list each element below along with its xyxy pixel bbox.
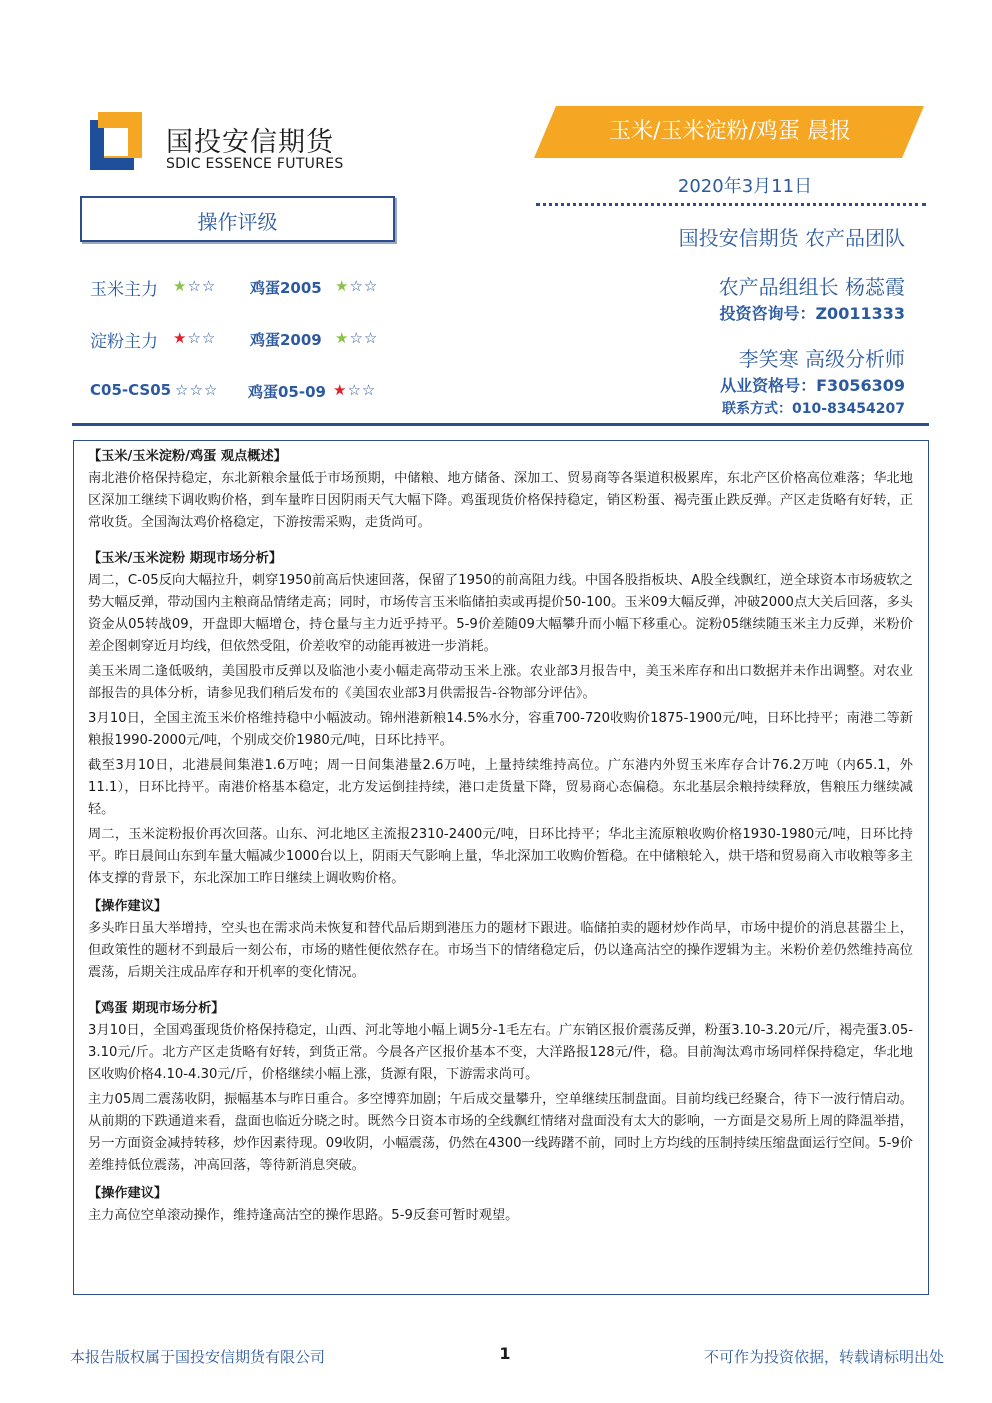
rating-stars-starch-main xyxy=(173,329,216,347)
paragraph: 主力高位空单滚动操作，维持逢高沽空的操作思路。5-9反套可暂时观望。 xyxy=(88,1208,519,1223)
footer-copyright: 本报告版权属于国投安信期货有限公司 xyxy=(70,1348,326,1366)
star-empty-icon: ☆ xyxy=(349,329,364,347)
star-empty-icon: ☆ xyxy=(187,329,202,347)
report-date: 2020年3月11日 xyxy=(677,176,813,197)
logo-chinese-name: 国投安信期货 xyxy=(166,127,334,158)
company-logo-icon xyxy=(90,112,142,170)
paragraph: 周二，C-05反向大幅拉升，刺穿1950前高后快速回落，保留了1950的前高阻力线。中国各股指板块、A股全线飘红，逆全球资本市场疲软之势大幅反弹，带动国内主粮商品情绪走高；同时，市场传言玉米临储拍卖或再提价50-100。玉米09大幅反弹，冲破2000点大关后回落，多头资金从05转战09，开盘即大幅增仓，持仓量与主力近乎持平。5-9价差随09大幅攀升而小幅下移重心。淀粉05继续随玉米主力反弹，米粉价差企图刺穿近月均线，但依然受阻，价差收窄的动能再被进一步消耗。 xyxy=(88,573,913,654)
paragraph: 南北港价格保持稳定，东北新粮余量低于市场预期，中储粮、地方储备、深加工、贸易商等各渠道积极累库，东北产区价格高位难落；华北地区深加工继续下调收购价格，到车量昨日因阴雨天气大幅下降。鸡蛋现货价格保持稳定，销区粉蛋、褐壳蛋止跌反弹。产区走货略有好转，正常收货。全国淘汰鸡价格稳定，下游按需采购，走货尚可。 xyxy=(88,471,913,530)
star-empty-icon: ☆ xyxy=(363,277,379,295)
paragraph: 3月10日，全国鸡蛋现货价格保持稳定，山西、河北等地小幅上调5分-1毛左右。广东销区报价震荡反弹，粉蛋3.10-3.20元/斤，褐壳蛋3.05-3.10元/斤。北方产区走货略有好转，到货正常。今晨各产区报价基本不变，大洋路报128元/件，稳。目前淘汰鸡市场同样保持稳定，华北地区收购价格4.10-4.30元/斤，价格继续小幅上涨，货源有限，下游需求尚可。 xyxy=(88,1023,913,1082)
star-empty-icon: ☆ xyxy=(349,277,364,295)
star-filled-icon: ★ xyxy=(173,329,188,347)
rating-stars-egg-2005 xyxy=(335,277,378,295)
page-number: 1 xyxy=(499,1344,511,1363)
qualification-number: 从业资格号：F3056309 xyxy=(720,376,905,395)
paragraph: 主力05周二震荡收阴，振幅基本与昨日重合。多空博弈加剧；午后成交量攀升，空单继续压制盘面。目前均线已经聚合，待下一波行情启动。从前期的下跌通道来看，盘面也临近分晓之时。既然今日资本市场的全线飘红情绪对盘面没有太大的影响，一方面是交易所上周的降温举措，另一方面资金减持转移，炒作因素待现。09收阴，小幅震荡，仍然在4300一线踌躇不前，同时上方均线的压制持续压缩盘面运行空间。5-9价差维持低位震荡，冲高回落，等待新消息突破。 xyxy=(88,1092,913,1173)
advisory-number: 投资咨询号：Z0011333 xyxy=(719,304,905,323)
paragraph: 美玉米周二逢低吸纳，美国股市反弹以及临池小麦小幅走高带动玉米上涨。农业部3月报告中，美玉米库存和出口数据并未作出调整。对农业部报告的具体分析，请参见我们稍后发布的《美国农业部3月供需报告-谷物部分评估》。 xyxy=(88,664,913,701)
star-empty-icon: ☆ xyxy=(201,329,217,347)
paragraph: 周二，玉米淀粉报价再次回落。山东、河北地区主流报2310-2400元/吨，日环比持平；华北主流原粮收购价格1930-1980元/吨，日环比持平。昨日晨间山东到车量大幅减少1000台以上，阴雨天气影响上量，华北深加工收购价暂稳。在中储粮轮入，烘干塔和贸易商入市收粮等多主体支撑的背景下，东北深加工昨日继续上调收购价格。 xyxy=(88,827,913,886)
star-empty-icon: ☆ xyxy=(175,381,190,399)
star-empty-icon: ☆ xyxy=(347,381,362,399)
rating-item-egg-05-09: 鸡蛋05-09 xyxy=(248,383,326,401)
section-heading-egg-advice: 【操作建议】 xyxy=(88,1186,168,1201)
rating-item-corn-main: 玉米主力 xyxy=(90,280,158,300)
rating-stars-egg-2009 xyxy=(335,329,378,347)
star-empty-icon: ☆ xyxy=(189,381,204,399)
rating-item-starch-main: 淀粉主力 xyxy=(90,332,158,352)
rating-stars-egg-05-09 xyxy=(333,381,376,399)
star-empty-icon: ☆ xyxy=(203,381,219,399)
section-heading-overview: 【玉米/玉米淀粉/鸡蛋 观点概述】 xyxy=(88,449,287,464)
rating-title: 操作评级 xyxy=(197,210,278,234)
paragraph: 3月10日，全国主流玉米价格维持稳中小幅波动。锦州港新粮14.5%水分，容重700-720收购价1875-1900元/吨，日环比持平；南港二等新粮报1990-2000元/吨，个别成交价1980元/吨，日环比持平。 xyxy=(88,711,913,748)
star-filled-icon: ★ xyxy=(335,329,350,347)
rating-item-egg-2005: 鸡蛋2005 xyxy=(250,279,322,297)
footer-disclaimer: 不可作为投资依据，转载请标明出处 xyxy=(703,1348,944,1366)
rating-item-egg-2009: 鸡蛋2009 xyxy=(250,331,322,349)
star-empty-icon: ☆ xyxy=(361,381,377,399)
report-title: 玉米/玉米淀粉/鸡蛋 晨报 xyxy=(609,119,851,144)
header-divider xyxy=(72,423,929,426)
group-lead: 农产品组组长 杨蕊霞 xyxy=(718,275,905,299)
dotted-divider xyxy=(536,203,926,206)
section-heading-corn-analysis: 【玉米/玉米淀粉 期现市场分析】 xyxy=(88,551,283,566)
analyst-name: 李笑寒 高级分析师 xyxy=(738,347,905,371)
star-empty-icon: ☆ xyxy=(201,277,217,295)
report-content xyxy=(88,446,913,1230)
logo-english-name: SDIC ESSENCE FUTURES xyxy=(166,156,344,172)
section-heading-egg-analysis: 【鸡蛋 期现市场分析】 xyxy=(88,1001,225,1016)
star-filled-icon: ★ xyxy=(173,277,188,295)
star-filled-icon: ★ xyxy=(333,381,348,399)
contact-info: 联系方式：010-83454207 xyxy=(722,401,905,417)
star-empty-icon: ☆ xyxy=(187,277,202,295)
star-empty-icon: ☆ xyxy=(363,329,379,347)
star-filled-icon: ★ xyxy=(335,277,350,295)
paragraph: 多头昨日虽大举增持，空头也在需求尚未恢复和替代品后期到港压力的题材下跟进。临储拍卖的题材炒作尚早，市场中提价的消息甚嚣尘上，但政策性的题材不到最后一刻公布，市场的赌性便依然存在。市场当下的情绪稳定后，仍以逢高沽空的操作逻辑为主。米粉价差仍然维持高位震荡，后期关注成品库存和开机率的变化情况。 xyxy=(88,921,913,980)
rating-stars-corn-main xyxy=(173,277,216,295)
rating-item-c05-cs05: C05-CS05 xyxy=(90,381,172,399)
section-heading-corn-advice: 【操作建议】 xyxy=(88,899,168,914)
rating-stars-c05-cs05 xyxy=(175,381,218,399)
paragraph: 截至3月10日，北港晨间集港1.6万吨；周一日间集港量2.6万吨，上量持续维持高位。广东港内外贸玉米库存合计76.2万吨（内65.1，外11.1），日环比持平。南港价格基本稳定，北方发运倒挂持续，港口走货量下降，贸易商心态偏稳。东北基层余粮持续释放，售粮压力继续减轻。 xyxy=(88,758,913,817)
team-name: 国投安信期货 农产品团队 xyxy=(678,226,905,250)
